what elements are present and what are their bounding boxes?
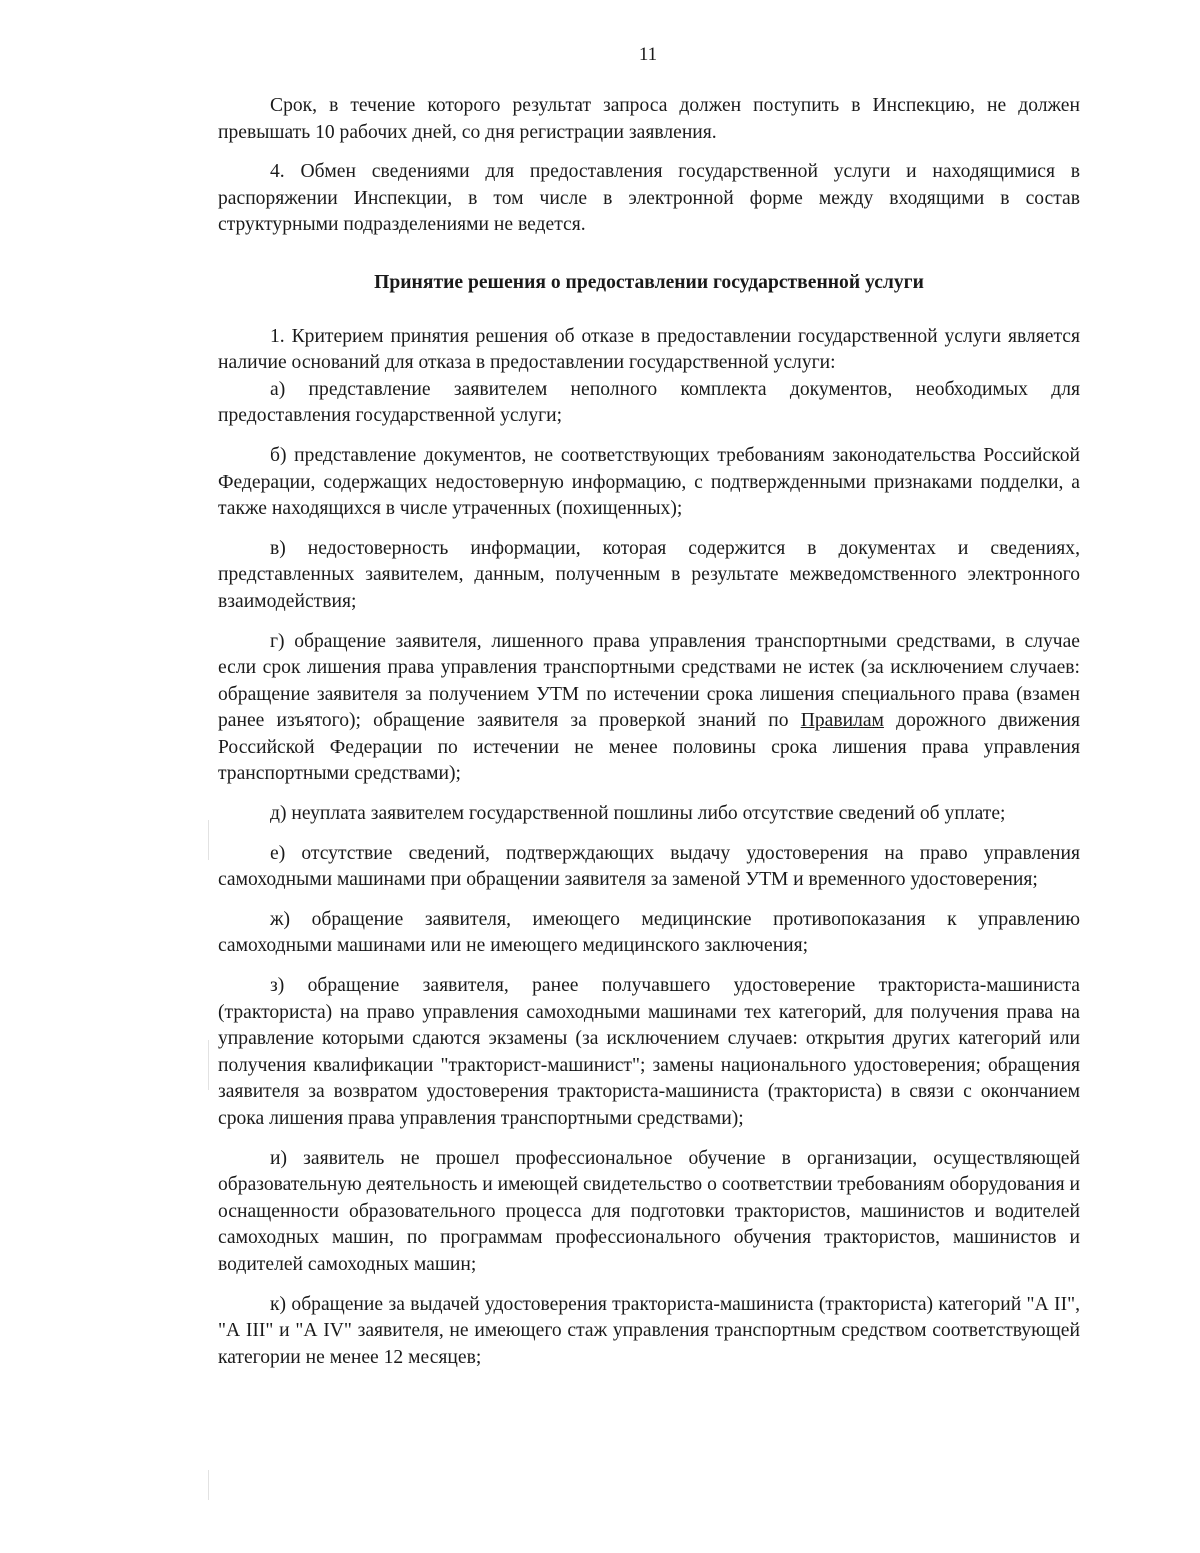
criteria-intro: 1. Критерием принятия решения об отказе в предоставлении государственной услуги является наличие оснований для отказа в предоставлении государственной услуги: <box>218 325 1080 374</box>
list-item-i: и) заявитель не прошел профессиональное обучение в организации, осуществляющей образовательную деятельность и имеющей свидетельство о соответствии требованиям оборудования и оснащенности образовательного процесса для подготовки трактористов, машинистов и водителей самоходных машин, по программам профессионального обучения трактористов, машинистов и водителей самоходных машин; <box>218 1147 1080 1275</box>
list-item-zh: ж) обращение заявителя, имеющего медицинские противопоказания к управлению самоходными машинами или не имеющего медицинского заключения; <box>218 908 1080 957</box>
scan-artifact <box>208 1040 209 1090</box>
scan-artifact <box>208 1470 209 1500</box>
scan-artifact <box>208 820 209 860</box>
section-title: Принятие решения о предоставлении государственной услуги <box>374 271 924 293</box>
paragraph-exchange: 4. Обмен сведениями для предоставления государственной услуги и находящимися в распоряжении Инспекции, в том числе в электронной форме между входящими в состав структурными подразделениями не ведется. <box>218 161 1080 236</box>
list-item-g <box>218 629 1080 789</box>
list-item-v: в) недостоверность информации, которая содержится в документах и сведениях, представленных заявителем, данным, полученным в результате межведомственного электронного взаимодействия; <box>218 537 1080 612</box>
paragraph-deadline: Срок, в течение которого результат запроса должен поступить в Инспекцию, не должен превышать 10 рабочих дней, со дня регистрации заявления. <box>218 95 1080 143</box>
document-body <box>218 93 1080 1371</box>
list-item-b: б) представление документов, не соответствующих требованиям законодательства Российской Федерации, содержащих недостоверную информацию, с подтвержденными признаками подделки, а также находящихся в числе утраченных (похищенных); <box>218 444 1080 520</box>
list-item-e: е) отсутствие сведений, подтверждающих выдачу удостоверения на право управления самоходными машинами при обращении заявителя за заменой УТМ и временного удостоверения; <box>218 842 1080 891</box>
list-item-a: а) представление заявителем неполного комплекта документов, необходимых для предоставления государственной услуги; <box>218 378 1080 427</box>
list-item-g-text-before: г) обращение заявителя, лишенного права управления транспортными средствами, в случае если срок лишения права управления транспортными средствами не истек (за исключением случаев: обращение заявителя за получением УТМ по истечении срока лишения специального права (взамен ранее изъятого); обращение заявителя за проверкой знаний по <box>218 630 1080 732</box>
list-item-d: д) неуплата заявителем государственной пошлины либо отсутствие сведений об уплате; <box>270 803 1006 825</box>
rules-link[interactable]: Правилам <box>800 710 884 732</box>
page-number: 11 <box>638 44 658 65</box>
list-item-k: к) обращение за выдачей удостоверения тракториста-машиниста (тракториста) категорий "А II", "А III" и "А IV" заявителя, не имеющего стаж управления транспортным средством соответствующей категории не менее 12 месяцев; <box>218 1293 1080 1368</box>
list-item-g-text-after: дорожного движения Российской Федерации по истечении не менее половины срока лишения права управления транспортными средствами); <box>218 710 1080 785</box>
list-item-z: з) обращение заявителя, ранее получавшего удостоверение тракториста-машиниста (тракториста) на право управления самоходными машинами тех категорий, для получения права на управление которыми сдаются экзамены (за исключением случаев: открытия других категорий или получения квалификации "тракторист-машинист"; замены национального удостоверения; обращения заявителя за возвратом удостоверения тракториста-машиниста (тракториста) в связи с окончанием срока лишения права управления транспортными средствами); <box>218 975 1080 1129</box>
